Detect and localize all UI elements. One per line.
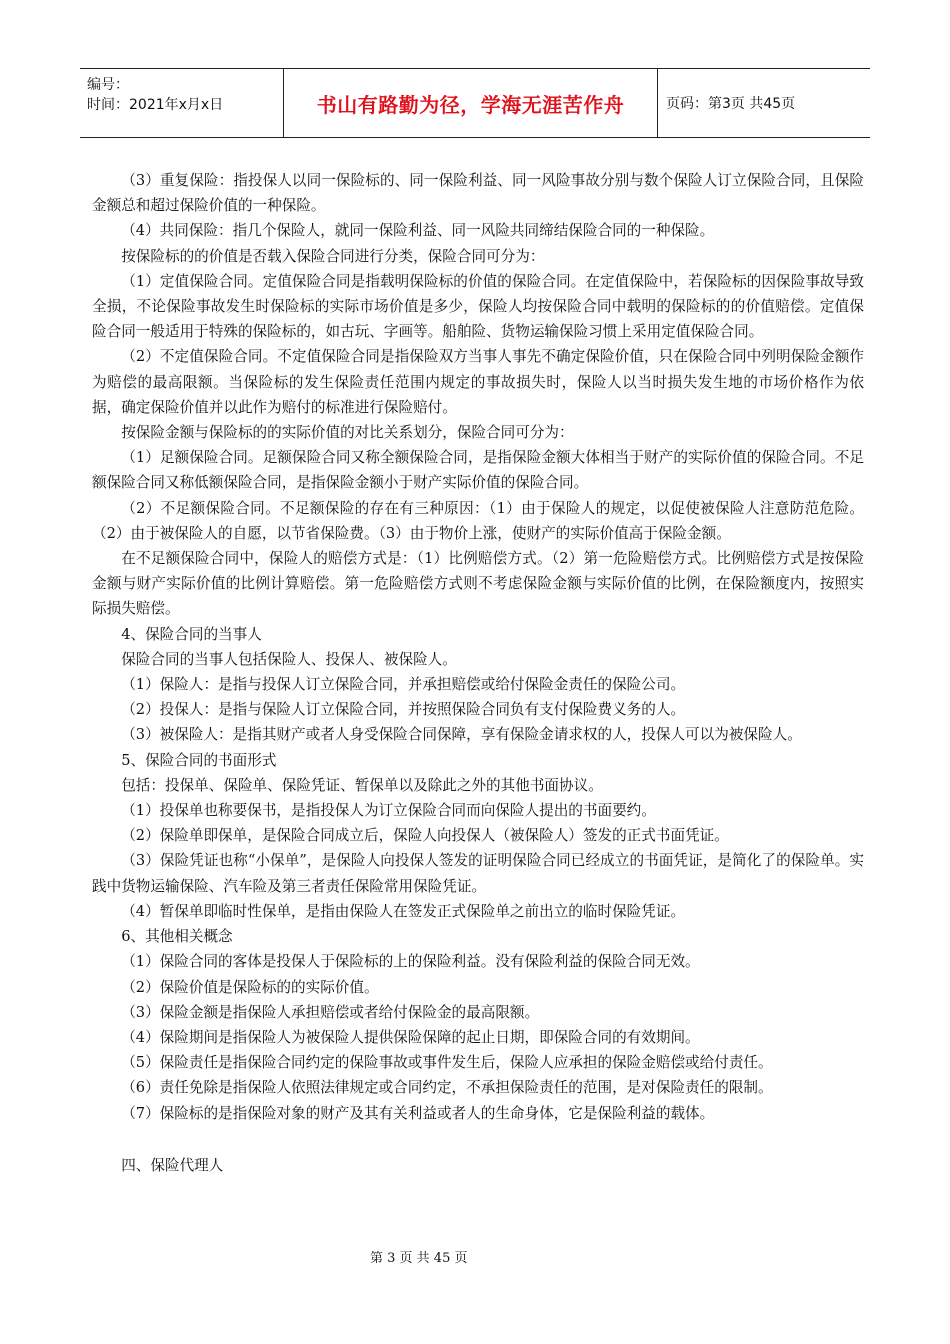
paragraph: （2）不定值保险合同。不定值保险合同是指保险双方当事人事先不确定保险价值，只在保险合同中列明保险金额作为赔偿的最高限额。当保险标的发生保险责任范围内规定的事故损失时，保险人以当时损失发生地的市场价格作为依据，确定保险价值并以此作为赔付的标准进行保险赔付。 xyxy=(92,348,864,416)
paragraph: （2）不足额保险合同。不足额保险的存在有三种原因：（1）由于保险人的规定，以促使被保险人注意防范危险。（2）由于被保险人的自愿，以节省保险费。（3）由于物价上涨，使财产的实际价值高于保险金额。 xyxy=(92,499,864,542)
paragraph: （4）共同保险：指几个保险人，就同一保险利益、同一风险共同缔结保险合同的一种保险。 xyxy=(121,222,715,240)
paragraph: 在不足额保险合同中，保险人的赔偿方式是：（1）比例赔偿方式。（2）第一危险赔偿方式。比例赔偿方式是按保险金额与财产实际价值的比例计算赔偿。第一危险赔偿方式则不考虑保险金额与实际价值的比例，在保险额度内，按照实际损失赔偿。 xyxy=(92,550,864,618)
paragraph: （4）保险期间是指保险人为被保险人提供保险保障的起止日期，即保险合同的有效期间。 xyxy=(121,1028,700,1046)
paragraph: （3）重复保险：指投保人以同一保险标的、同一保险利益、同一风险事故分别与数个保险人订立保险合同，且保险金额总和超过保险价值的一种保险。 xyxy=(92,172,864,215)
paragraph: （2）投保人：是指与保险人订立保险合同，并按照保险合同负有支付保险费义务的人。 xyxy=(121,701,686,719)
paragraph: （5）保险责任是指保险合同约定的保险事故或事件发生后，保险人应承担的保险金赔偿或给付责任。 xyxy=(121,1054,773,1072)
paragraph: （7）保险标的是指保险对象的财产及其有关利益或者人的生命身体，它是保险利益的载体。 xyxy=(121,1104,715,1122)
paragraph: （1）定值保险合同。定值保险合同是指载明保险标的价值的保险合同。在定值保险中，若保险标的因保险事故导致全损，不论保险事故发生时保险标的实际市场价值是多少，保险人均按保险合同中载明的保险标的的价值赔偿。定值保险合同一般适用于特殊的保险标的，如古玩、字画等。船舶险、货物运输保险习惯上采用定值保险合同。 xyxy=(92,272,864,341)
page-footer: 第 3 页 共 45 页 xyxy=(370,1251,468,1266)
paragraph: （4）暂保单即临时性保单，是指由保险人在签发正式保险单之前出立的临时保险凭证。 xyxy=(121,902,686,920)
paragraph: （3）保险凭证也称“小保单”，是保险人向投保人签发的证明保险合同已经成立的书面凭证，是简化了的保险单。实践中货物运输保险、汽车险及第三者责任保险常用保险凭证。 xyxy=(92,852,864,895)
header-meta xyxy=(80,69,283,137)
paragraph: （1）保险人：是指与投保人订立保险合同，并承担赔偿或给付保险金责任的保险公司。 xyxy=(121,676,686,694)
paragraph: （1）足额保险合同。足额保险合同又称全额保险合同，是指保险金额大体相当于财产的实际价值的保险合同。不足额保险合同又称低额保险合同，是指保险金额小于财产实际价值的保险合同。 xyxy=(92,449,864,492)
paragraph: 包括：投保单、保险单、保险凭证、暂保单以及除此之外的其他书面协议。 xyxy=(121,776,603,794)
page-info-text: 页码：第3页 共45页 xyxy=(666,96,796,112)
section-subheading: 6、其他相关概念 xyxy=(121,928,233,946)
header-page-info xyxy=(658,69,870,137)
section-subheading: 4、保险合同的当事人 xyxy=(121,625,262,643)
section-heading: 四、保险代理人 xyxy=(121,1156,224,1174)
document-body xyxy=(92,168,864,1178)
paragraph: （6）责任免除是指保险人依照法律规定或合同约定，不承担保险责任的范围，是对保险责任的限制。 xyxy=(121,1079,773,1097)
date-label: 时间：2021年x月x日 xyxy=(87,97,224,113)
motto-text: 书山有路勤为径，学海无涯苦作舟 xyxy=(316,92,625,117)
page-header xyxy=(80,68,870,138)
paragraph: （1）投保单也称要保书，是指投保人为订立保险合同而向保险人提出的书面要约。 xyxy=(121,802,656,820)
paragraph: （2）保险价值是保险标的的实际价值。 xyxy=(121,978,379,996)
paragraph: （3）被保险人：是指其财产或者人身受保险合同保障，享有保险金请求权的人，投保人可以为被保险人。 xyxy=(121,726,802,744)
header-motto-cell xyxy=(283,69,658,137)
paragraph: 保险合同的当事人包括保险人、投保人、被保险人。 xyxy=(121,650,457,668)
paragraph: 按保险金额与保险标的的实际价值的对比关系划分，保险合同可分为： xyxy=(121,424,574,442)
spacer xyxy=(92,1126,864,1153)
section-subheading: 5、保险合同的书面形式 xyxy=(121,751,277,769)
paragraph: （1）保险合同的客体是投保人于保险标的上的保险利益。没有保险利益的保险合同无效。 xyxy=(121,953,700,971)
paragraph: 按保险标的的价值是否载入保险合同进行分类，保险合同可分为： xyxy=(121,247,545,265)
paragraph: （2）保险单即保单，是保险合同成立后，保险人向投保人（被保险人）签发的正式书面凭证。 xyxy=(121,827,729,845)
number-label: 编号： xyxy=(87,77,129,93)
paragraph: （3）保险金额是指保险人承担赔偿或者给付保险金的最高限额。 xyxy=(121,1003,540,1021)
